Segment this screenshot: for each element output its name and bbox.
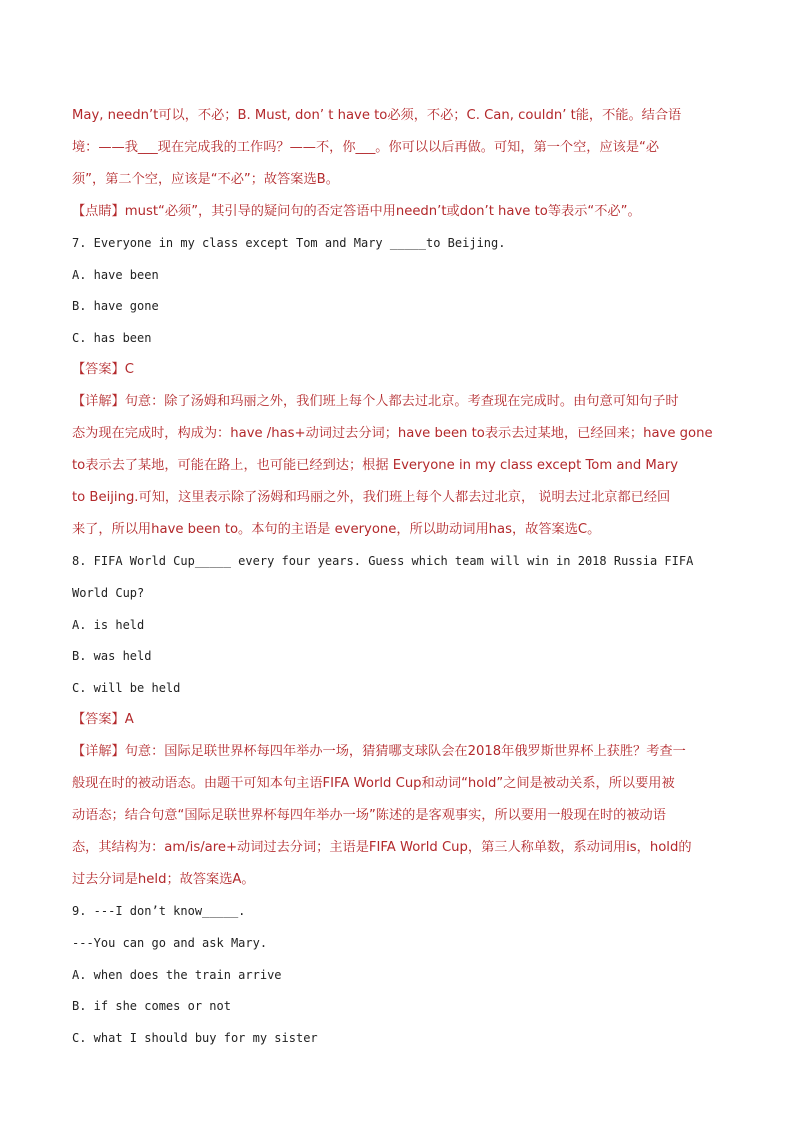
page-content xyxy=(72,100,724,1054)
answer-value: C xyxy=(124,362,134,378)
tip-text: must“必须”，其引导的疑问句的否定答语中用needn’t或don’t have to等表示“不必”。 xyxy=(124,204,641,219)
detail-line: 来了，所以用have been to。本句的主语是 everyone，所以助动词用has，故答案选C。 xyxy=(72,522,601,538)
detail-block xyxy=(72,386,724,546)
question-reply: ---You can go and ask Mary. xyxy=(72,935,268,950)
detail-line: to表示去了某地，可能在路上，也可能已经到达；根据 Everyone in my class except Tom and Mary xyxy=(72,458,679,474)
explanation-line: 须”，第二个空，应该是“不必”；故答案选B。 xyxy=(72,172,339,187)
question-stem: 8. FIFA World Cup_____ every four years. Guess which team will win in 2018 Russia FIFA World Cup? xyxy=(72,554,694,600)
option-a: A. have been xyxy=(72,267,159,282)
answer-line xyxy=(72,704,724,736)
option-c: C. what I should buy for my sister xyxy=(72,1030,318,1045)
detail-line: 般现在时的被动语态。由题干可知本句主语FIFA World Cup和动词“hold”之间是被动关系，所以要用被 xyxy=(72,776,675,792)
detail-line: to Beijing.可知，这里表示除了汤姆和玛丽之外，我们班上每个人都去过北京， 说明去过北京都已经回 xyxy=(72,490,671,506)
answer-value: A xyxy=(124,712,134,728)
question-8 xyxy=(72,546,724,896)
detail-text: 句意：除了汤姆和玛丽之外，我们班上每个人都去过北京。考查现在完成时。由句意可知句子时 xyxy=(124,394,679,410)
tip-paragraph xyxy=(72,196,724,228)
option-c: C. will be held xyxy=(72,680,181,695)
explanation-line: 境：——我___现在完成我的工作吗？——不，你___。你可以以后再做。可知，第一个空，应该是“必 xyxy=(72,140,660,155)
explanation-line: May, needn’t可以，不必；B. Must, don’ t have to必须，不必；C. Can, couldn’ t能，不能。结合语 xyxy=(72,108,682,123)
option-b: B. was held xyxy=(72,649,152,664)
option-b: B. if she comes or not xyxy=(72,999,231,1014)
detail-line: 态为现在完成时，构成为：have /has+动词过去分词；have been to表示去过某地，已经回来；have gone xyxy=(72,426,713,442)
option-a: A. when does the train arrive xyxy=(72,967,282,982)
question-7 xyxy=(72,228,724,546)
question-stem: 9. ---I don’t know_____. xyxy=(72,904,246,919)
detail-line: 动语态；结合句意“国际足联世界杯每四年举办一场”陈述的是客观事实，所以要用一般现在时的被动语 xyxy=(72,808,666,824)
option-a: A. is held xyxy=(72,617,145,632)
detail-text: 句意：国际足联世界杯每四年举办一场，猜猜哪支球队会在2018年俄罗斯世界杯上获胜？考查一 xyxy=(124,744,686,760)
detail-line xyxy=(72,736,724,768)
detail-line: 态，其结构为：am/is/are+动词过去分词；主语是FIFA World Cup，第三人称单数，系动词用is，hold的 xyxy=(72,840,692,856)
detail-label: 【详解】 xyxy=(72,394,125,410)
detail-block xyxy=(72,736,724,896)
previous-explanation xyxy=(72,100,724,196)
option-c: C. has been xyxy=(72,330,152,345)
answer-label: 【答案】 xyxy=(72,362,125,378)
detail-line xyxy=(72,386,724,418)
answer-line xyxy=(72,354,724,386)
answer-label: 【答案】 xyxy=(72,712,125,728)
detail-line: 过去分词是held；故答案选A。 xyxy=(72,872,255,888)
question-9 xyxy=(72,896,724,1054)
detail-label: 【详解】 xyxy=(72,744,125,760)
question-stem: 7. Everyone in my class except Tom and Mary _____to Beijing. xyxy=(72,236,506,250)
tip-label: 【点睛】 xyxy=(72,204,125,219)
option-b: B. have gone xyxy=(72,299,159,314)
